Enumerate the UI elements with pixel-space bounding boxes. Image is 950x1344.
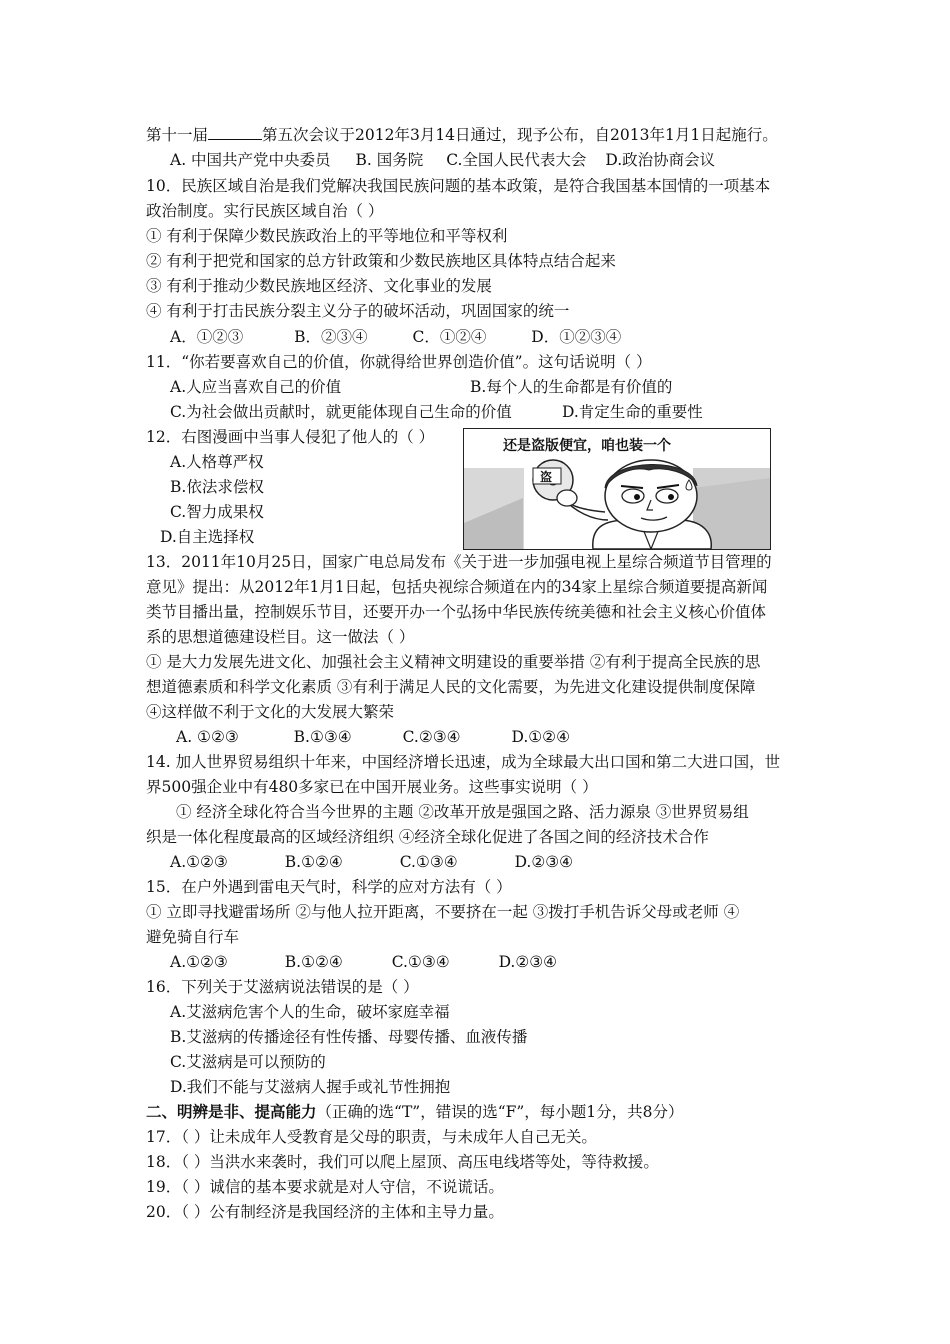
q14-line1: 14. 加人世界贸易组织十年来，中国经济增长迅速，成为全球最大出口国和第二大进口国，世 <box>146 753 781 771</box>
q11-option-d: D.肯定生命的重要性 <box>562 403 703 421</box>
q13-options <box>176 727 570 747</box>
q13-line1: 13．2011年10月25日，国家广电总局发布《关于进一步加强电视上星综合频道节目管理的 <box>146 553 772 571</box>
q10-line1: 10．民族区域自治是我们党解决我国民族问题的基本政策，是符合我国基本国情的一项基本 <box>146 177 771 195</box>
q10-item-3: ③ 有利于推动少数民族地区经济、文化事业的发展 <box>146 277 492 295</box>
q9-text-b: 第五次会议于2012年3月14日通过，现予公布，自2013年1月1日起施行。 <box>262 126 778 144</box>
q9-option-b: B. 国务院 <box>355 151 424 169</box>
q10-line2: 政治制度。实行民族区域自治（ ） <box>146 202 384 220</box>
q15-option-a: A.①②③ <box>170 953 228 971</box>
q9-text-a: 第十一届 <box>146 126 209 144</box>
q15-option-d: D.②③④ <box>498 953 558 971</box>
q11-option-a: A.人应当喜欢自己的价值 <box>170 378 342 396</box>
q9-line1 <box>146 125 778 145</box>
q13-line4: 系的思想道德建设栏目。这一做法（ ） <box>146 628 415 646</box>
q15-options <box>170 952 557 972</box>
q10-option-c: C．①②④ <box>412 328 487 346</box>
q12-line1: 12．右图漫画中当事人侵犯了他人的（ ） <box>146 428 435 446</box>
q13-option-d: D.①②④ <box>511 728 570 746</box>
q13-line5: ① 是大力发展先进文化、加强社会主义精神文明建设的重要举措 ②有利于提高全民族的思 <box>146 653 761 671</box>
q9-option-d: D.政治协商会议 <box>605 151 716 169</box>
q16-option-d: D.我们不能与艾滋病人握手或礼节性拥抱 <box>170 1078 451 1096</box>
q16-line1: 16．下列关于艾滋病说法错误的是（ ） <box>146 978 419 996</box>
q10-options <box>170 327 621 347</box>
piracy-cartoon <box>463 428 771 550</box>
q14-option-b: B.①②④ <box>284 853 343 871</box>
q13-line6: 想道德素质和科学文化素质 ③有利于满足人民的文化需要，为先进文化建设提供制度保障 <box>146 678 756 696</box>
q14-option-a: A.①②③ <box>170 853 228 871</box>
section2-note: （正确的选“T”，错误的选“F”，每小题1分，共8分） <box>316 1103 684 1121</box>
q11-line1: 11．“你若要喜欢自己的价值，你就得给世界创造价值”。这句话说明（ ） <box>146 353 652 371</box>
q12-option-a: A.人格尊严权 <box>170 453 264 471</box>
section2-title: 二、明辨是非、提高能力 <box>146 1102 317 1121</box>
cartoon-drawing <box>463 428 771 550</box>
q10-option-b: B．②③④ <box>294 328 368 346</box>
q11-option-c: C.为社会做出贡献时，就更能体现自己生命的价值 <box>170 403 512 421</box>
tf-item-19: 19．（ ）诚信的基本要求就是对人守信，不说谎话。 <box>146 1178 504 1196</box>
q15-option-c: C.①③④ <box>391 953 450 971</box>
q13-option-c: C.②③④ <box>402 728 461 746</box>
tf-item-18: 18．（ ）当洪水来袭时，我们可以爬上屋顶、高压电线塔等处，等待救援。 <box>146 1153 659 1171</box>
section2-heading <box>146 1102 684 1122</box>
q14-option-c: C.①③④ <box>399 853 458 871</box>
q14-line2: 界500强企业中有480多家已在中国开展业务。这些事实说明（ ） <box>146 778 598 796</box>
q10-option-a: A．①②③ <box>170 328 244 346</box>
q10-item-4: ④ 有利于打击民族分裂主义分子的破坏活动，巩固国家的统一 <box>146 302 570 320</box>
q9-option-c: C.全国人民代表大会 <box>446 151 587 169</box>
q12-option-c: C.智力成果权 <box>170 503 264 521</box>
disc-label: 盗 <box>540 470 553 484</box>
q14-items-line1: ① 经济全球化符合当今世界的主题 ②改革开放是强国之路、活力源泉 ③世界贸易组 <box>176 803 749 821</box>
q14-items-line2: 织是一体化程度最高的区域经济组织 ④经济全球化促进了各国之间的经济技术合作 <box>146 828 709 846</box>
cartoon-caption: 还是盗版便宜，咱也装一个 <box>503 438 671 454</box>
q9-option-a: A. 中国共产党中央委员 <box>170 151 331 169</box>
q10-item-2: ② 有利于把党和国家的总方针政策和少数民族地区具体特点结合起来 <box>146 252 616 270</box>
q16-option-c: C.艾滋病是可以预防的 <box>170 1053 326 1071</box>
q15-line2: ① 立即寻找避雷场所 ②与他人拉开距离，不要挤在一起 ③拨打手机告诉父母或老师 ④ <box>146 903 740 921</box>
q13-line7: ④这样做不利于文化的大发展大繁荣 <box>146 703 395 721</box>
q14-options <box>170 852 573 872</box>
fill-blank <box>208 125 262 140</box>
q13-option-b: B.①③④ <box>293 728 352 746</box>
q13-line3: 类节目播出量，控制娱乐节目，还要开办一个弘扬中华民族传统美德和社会主义核心价值体 <box>146 603 767 621</box>
q16-option-a: A.艾滋病危害个人的生命，破坏家庭幸福 <box>170 1003 450 1021</box>
q15-option-b: B.①②④ <box>284 953 343 971</box>
q11-option-b: B.每个人的生命都是有价值的 <box>470 378 673 396</box>
q15-line1: 15．在户外遇到雷电天气时，科学的应对方法有（ ） <box>146 878 512 896</box>
tf-item-17: 17．（ ）让未成年人受教育是父母的职责，与未成年人自己无关。 <box>146 1128 597 1146</box>
q12-option-d: D.自主选择权 <box>160 528 255 546</box>
q15-line3: 避免骑自行车 <box>146 928 240 946</box>
q13-line2: 意见》提出：从2012年1月1日起，包括央视综合频道在内的34家上星综合频道要提高新闻 <box>146 578 768 596</box>
q10-option-d: D．①②③④ <box>531 328 622 346</box>
q13-option-a: A. ①②③ <box>176 728 239 746</box>
q16-option-b: B.艾滋病的传播途径有性传播、母婴传播、血液传播 <box>170 1028 528 1046</box>
q14-option-d: D.②③④ <box>514 853 574 871</box>
q10-item-1: ① 有利于保障少数民族政治上的平等地位和平等权利 <box>146 227 508 245</box>
q9-options <box>170 150 715 170</box>
q12-option-b: B.依法求偿权 <box>170 478 264 496</box>
tf-item-20: 20．（ ）公有制经济是我国经济的主体和主导力量。 <box>146 1203 504 1221</box>
